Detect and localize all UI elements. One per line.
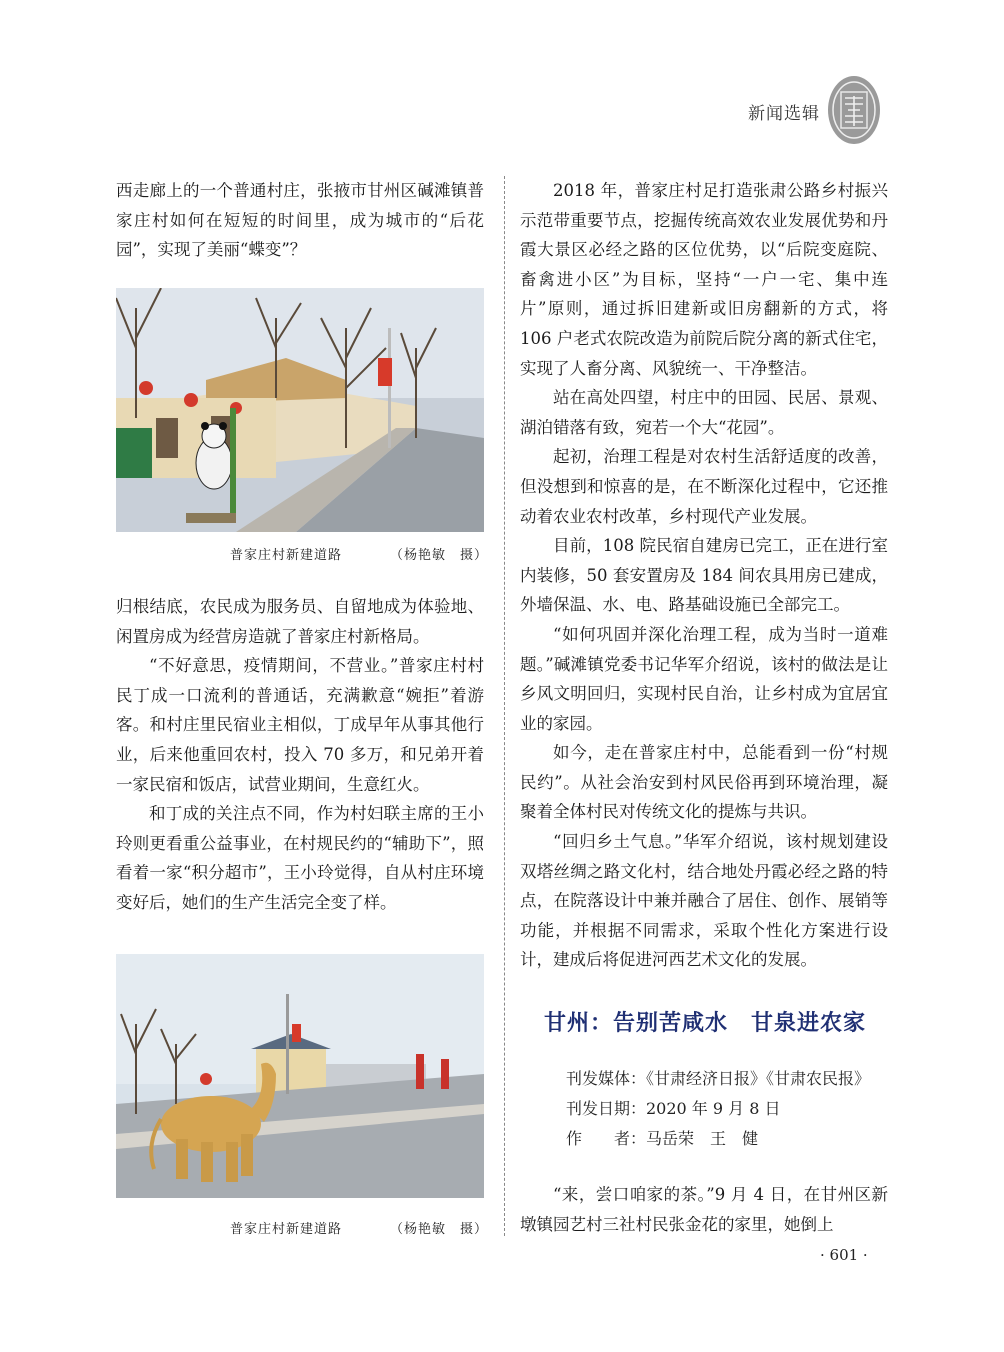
meta-date: 刊发日期：2020 年 9 月 8 日	[566, 1099, 781, 1118]
right-paragraph-4: 目前，108 院民宿自建房已完工，正在进行室内装修，50 套安置房及 184 间农具用房已建成，外墙保温、水、电、路基础设施已全部完工。	[520, 536, 888, 615]
meta-media: 刊发媒体：《甘肃经济日报》《甘肃农民报》	[566, 1069, 871, 1088]
left-paragraph-3: “不好意思，疫情期间，不营业。”普家庄村村民丁成一口流利的普通话，充满歉意“婉拒”着游客。和村庄里民宿业主相似，丁成早年从事其他行业，后来他重回农村，投入 70 多万，和兄弟开着一家民宿和饭店，试营业期间，生意红火。	[116, 656, 484, 794]
right-paragraph-6: 如今，走在普家庄村中，总能看到一份“村规民约”。从社会治安到村风民俗再到环境治理，凝聚着全体村民对传统文化的提炼与共识。	[520, 743, 888, 822]
page-number: · 601 ·	[820, 1246, 868, 1264]
right-body-block	[520, 176, 888, 975]
right-paragraph-5: “如何巩固并深化治理工程，成为当时一道难题。”碱滩镇党委书记华军介绍说，该村的做法是让乡风文明回归，实现村民自治，让乡村成为宜居宜业的家园。	[520, 624, 888, 733]
section-label: 新闻选辑	[748, 104, 820, 124]
article-title: 甘州：告别苦咸水 甘泉进农家	[544, 1011, 867, 1036]
left-body-block	[116, 592, 484, 918]
meta-author: 作 者：马岳荣 王 健	[566, 1129, 759, 1148]
photo-2-caption	[230, 1218, 489, 1237]
left-paragraph-1: 西走廊上的一个普通村庄，张掖市甘州区碱滩镇普家庄村如何在短短的时间里，成为城市的“后花园”，实现了美丽“蝶变”？	[116, 181, 484, 260]
photo-1-caption-text: 普家庄村新建道路	[230, 548, 343, 563]
right-paragraph-7: “回归乡土气息。”华军介绍说，该村规划建设双塔丝绸之路文化村，结合地处丹霞必经之路的特点，在院落设计中兼并融合了居住、创作、展销等功能，并根据不同需求，采取个性化方案进行设计，建成后将促进河西艺术文化的发展。	[520, 832, 888, 970]
village-road-photo-1	[116, 288, 484, 532]
seal-stamp-icon	[826, 72, 882, 146]
photo-1-credit: （杨艳敏 摄）	[390, 548, 489, 563]
photo-2-credit: （杨艳敏 摄）	[390, 1222, 489, 1237]
left-paragraph-1-block	[116, 176, 484, 265]
right-intro-block	[520, 1180, 888, 1239]
left-paragraph-4: 和丁成的关注点不同，作为村妇联主席的王小玲则更看重公益事业，在村规民约的“辅助下”，照看着一家“积分超市”，王小玲觉得，自从村庄环境变好后，她们的生产生活完全变了样。	[116, 804, 484, 912]
photo-1-caption	[230, 544, 489, 563]
photo-2-caption-text: 普家庄村新建道路	[230, 1222, 343, 1237]
right-paragraph-1: 2018 年，普家庄村足打造张肃公路乡村振兴示范带重要节点，挖掘传统高效农业发展优势和丹霞大景区必经之路的区位优势，以“后院变庭院、畜禽进小区”为目标，坚持“一户一宅、集中连片”原则，通过拆旧建新或旧房翻新的方式，将 106 户老式农院改造为前院后院分离的新式住宅，实现了人畜分离、风貌统一、干净整洁。	[520, 181, 888, 378]
right-paragraph-3: 起初，治理工程是对农村生活舒适度的改善，但没想到和惊喜的是，在不断深化过程中，它还推动着农业农村改革，乡村现代产业发展。	[520, 447, 888, 526]
village-road-photo-2	[116, 954, 484, 1198]
column-divider	[504, 176, 505, 1236]
right-paragraph-2: 站在高处四望，村庄中的田园、民居、景观、湖泊错落有致，宛若一个大“花园”。	[520, 388, 888, 437]
right-paragraph-8: “来，尝口咱家的茶。”9 月 4 日，在甘州区新墩镇园艺村三社村民张金花的家里，她倒上	[520, 1185, 888, 1234]
left-paragraph-2: 归根结底，农民成为服务员、自留地成为体验地、闲置房成为经营房造就了普家庄村新格局。	[116, 597, 484, 646]
